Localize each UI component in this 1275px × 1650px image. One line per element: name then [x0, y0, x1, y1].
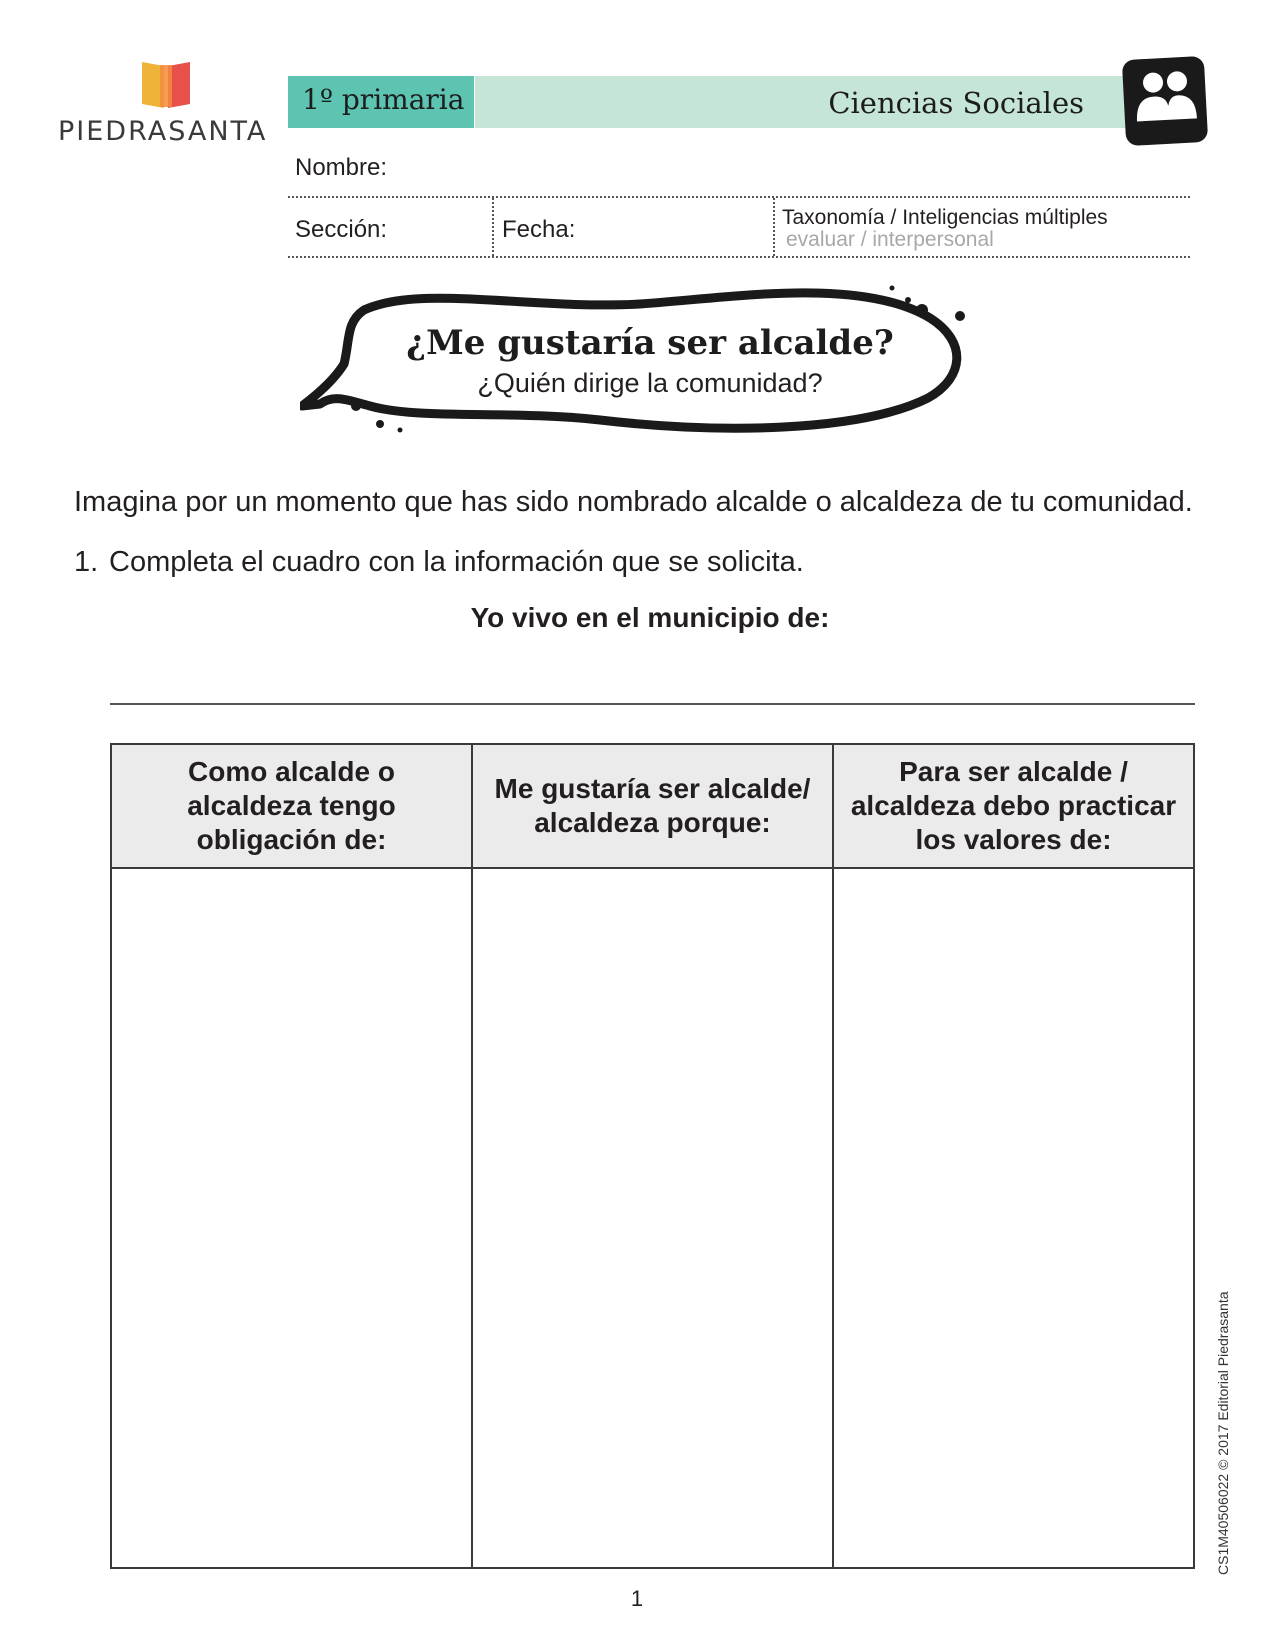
- name-label: Nombre:: [295, 154, 388, 181]
- divider: [492, 198, 494, 256]
- answer-cell[interactable]: [112, 869, 471, 1567]
- grade-banner: [288, 76, 474, 128]
- activity-subtitle: ¿Quién dirige la comunidad?: [477, 368, 823, 398]
- answer-cell[interactable]: [834, 869, 1193, 1567]
- table-header: Para ser alcalde / alcaldeza debo practicar los valores de:: [834, 745, 1193, 867]
- municipio-label: Yo vivo en el municipio de:: [470, 602, 830, 633]
- page-number: 1: [630, 1586, 644, 1611]
- taxonomy-label: Taxonomía / Inteligencias múltiples: [782, 206, 1108, 229]
- instruction-number: 1.: [74, 546, 99, 578]
- people-icon: [1122, 56, 1208, 146]
- subject-label: Ciencias Sociales: [828, 86, 1084, 120]
- subject-banner: [475, 76, 1130, 128]
- intro-text: Imagina por un momento que has sido nombrado alcalde o alcaldeza de tu comunidad.: [74, 486, 1193, 518]
- grade-label: 1º primaria: [302, 83, 465, 116]
- section-label: Sección:: [295, 216, 388, 243]
- brand-name: PIEDRASANTA: [58, 116, 268, 147]
- divider: [773, 198, 775, 256]
- answer-table: [110, 743, 1195, 1569]
- date-label: Fecha:: [502, 216, 576, 243]
- municipio-answer-line[interactable]: [110, 703, 1195, 705]
- divider: [288, 256, 1190, 258]
- table-header: Como alcalde o alcaldeza tengo obligación de:: [112, 745, 471, 867]
- answer-cell[interactable]: [473, 869, 832, 1567]
- copyright-text: CS1M40506022 © 2017 Editorial Piedrasanta: [1215, 1291, 1231, 1575]
- publisher-logo: [58, 52, 273, 152]
- taxonomy-value: evaluar / interpersonal: [786, 228, 994, 251]
- activity-title: ¿Me gustaría ser alcalde?: [406, 323, 894, 363]
- divider: [288, 196, 1190, 198]
- table-header: Me gustaría ser alcalde/ alcaldeza porque:: [473, 745, 832, 867]
- instruction-text: Completa el cuadro con la información que se solicita.: [109, 546, 804, 578]
- book-icon: [138, 58, 194, 112]
